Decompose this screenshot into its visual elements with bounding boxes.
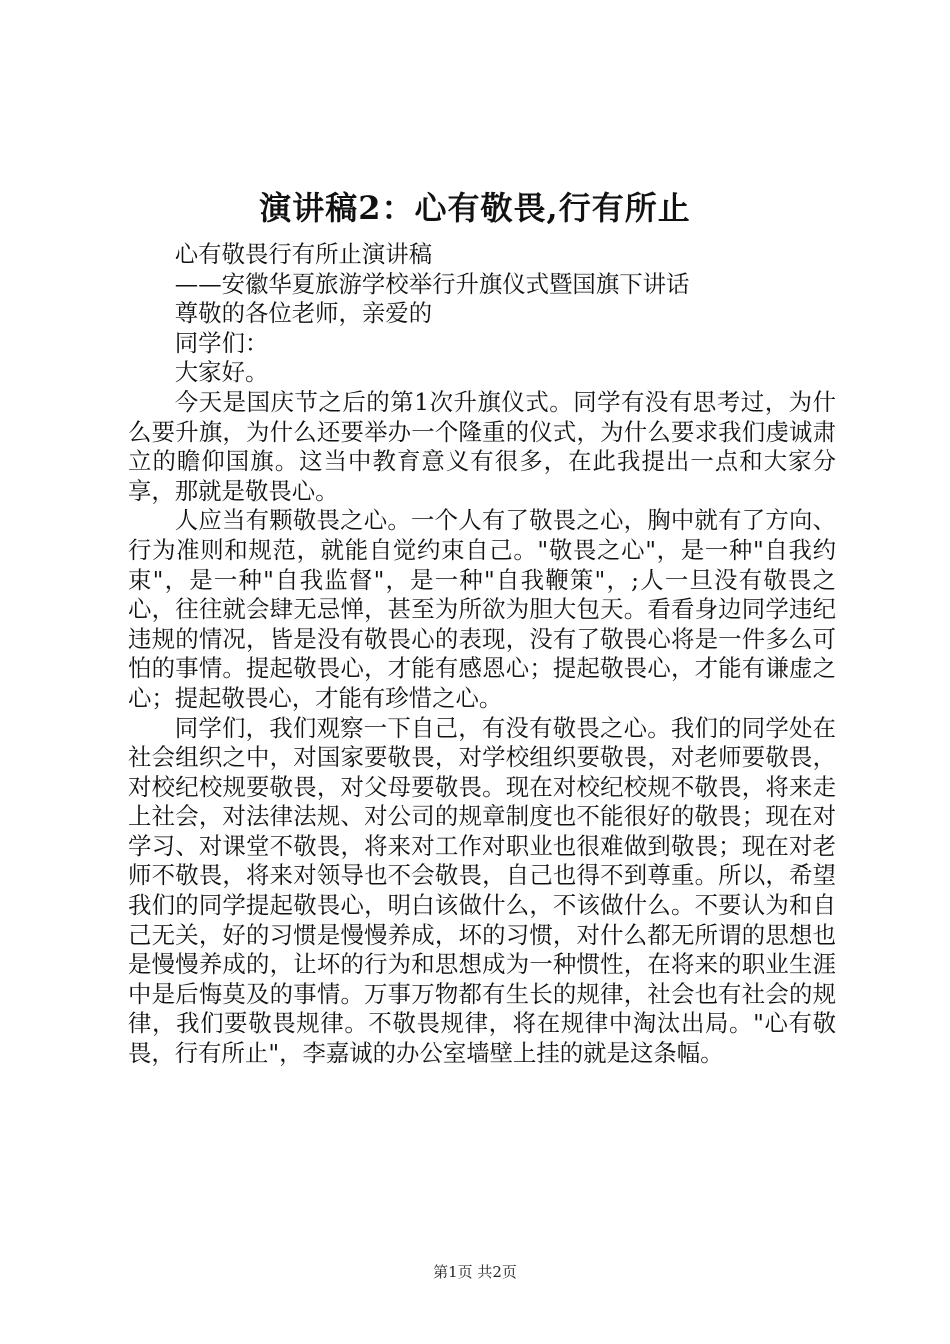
document-body — [128, 240, 836, 1069]
salutation-line-2: 同学们： — [174, 328, 269, 357]
salutation-line-1: 尊敬的各位老师，亲爱的 — [174, 299, 433, 328]
speech-occasion: ——安徽华夏旅游学校举行升旗仪式暨国旗下讲话 — [174, 269, 690, 298]
greeting: 大家好。 — [174, 358, 269, 387]
paragraph: 今天是国庆节之后的第1次升旗仪式。同学有没有思考过，为什么要升旗，为什么还要举办一个隆重的仪式，为什么要求我们虔诚肃立的瞻仰国旗。这当中教育意义有很多，在此我提出一点和大家分享，那就是敬畏心。 — [128, 387, 836, 505]
paragraph: 人应当有颗敬畏之心。一个人有了敬畏之心，胸中就有了方向、行为准则和规范，就能自觉约束自己。"敬畏之心"，是一种"自我约束"，是一种"自我监督"，是一种"自我鞭策"，;人一旦没有敬畏之心，往往就会肆无忌惮，甚至为所欲为胆大包天。看看身边同学违纪违规的情况，皆是没有敬畏心的表现，没有了敬畏心将是一件多么可怕的事情。提起敬畏心，才能有感恩心；提起敬畏心，才能有谦虚之心；提起敬畏心，才能有珍惜之心。 — [128, 506, 836, 712]
document-title: 演讲稿2：心有敬畏,行有所止 — [259, 189, 691, 227]
page-number-footer: 第1页 共2页 — [433, 1263, 517, 1281]
paragraph: 同学们，我们观察一下自己，有没有敬畏之心。我们的同学处在社会组织之中，对国家要敬畏，对学校组织要敬畏，对老师要敬畏，对校纪校规要敬畏，对父母要敬畏。现在对校纪校规不敬畏，将来走上社会，对法律法规、对公司的规章制度也不能很好的敬畏；现在对学习、对课堂不敬畏，将来对工作对职业也很难做到敬畏；现在对老师不敬畏，将来对领导也不会敬畏，自己也得不到尊重。所以，希望我们的同学提起敬畏心，明白该做什么，不该做什么。不要认为和自己无关，好的习惯是慢慢养成，坏的习惯，对什么都无所谓的思想也是慢慢养成的，让坏的行为和思想成为一种惯性，在将来的职业生涯中是后悔莫及的事情。万事万物都有生长的规律，社会也有社会的规律，我们要敬畏规律。不敬畏规律，将在规律中淘汰出局。"心有敬畏，行有所止"，李嘉诚的办公室墙壁上挂的就是这条幅。 — [128, 713, 836, 1068]
speech-subtitle: 心有敬畏行有所止演讲稿 — [174, 240, 433, 268]
